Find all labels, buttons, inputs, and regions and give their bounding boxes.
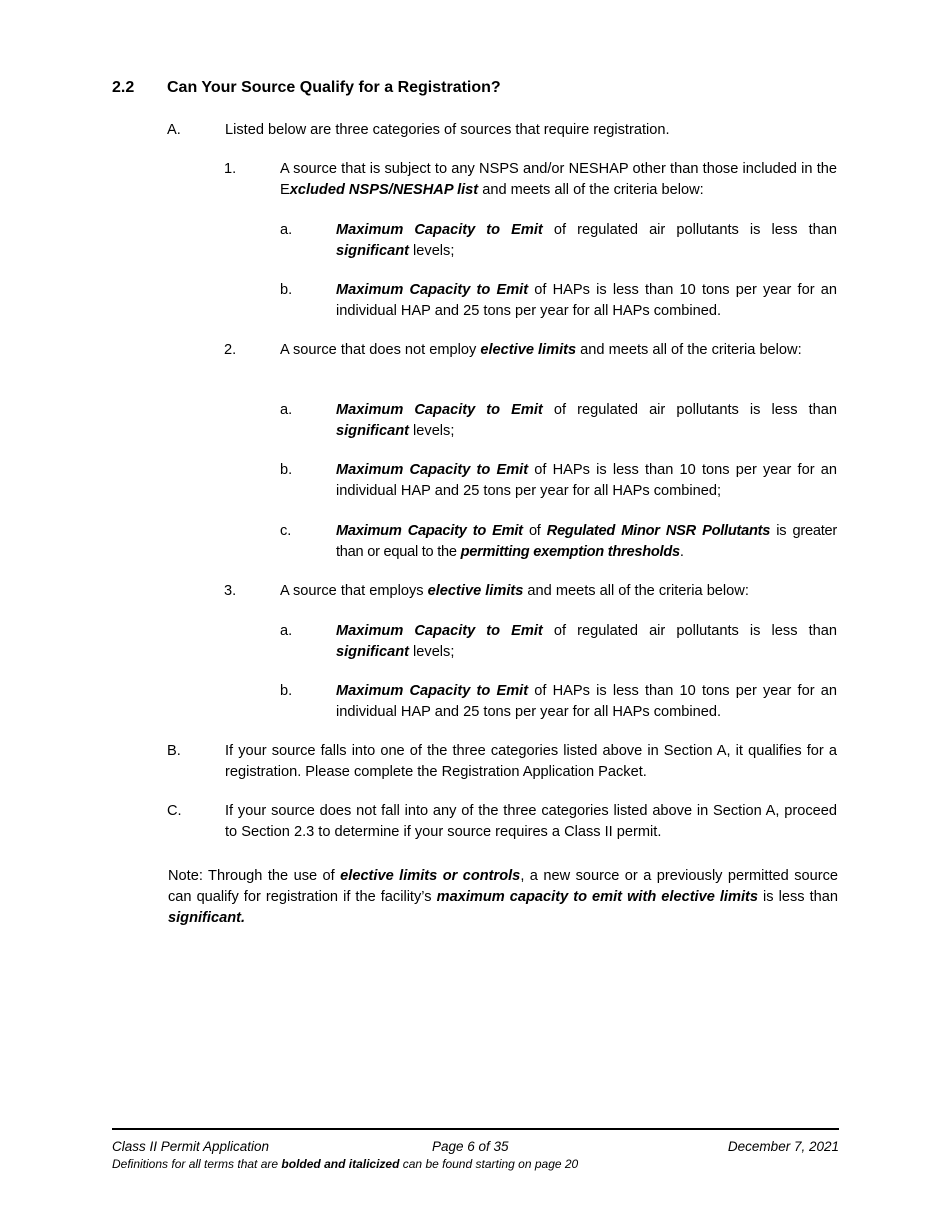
item-label-3a: a. bbox=[280, 623, 293, 639]
item-2c-text: Maximum Capacity to Emit of Regulated Minor NSR Pollutants is greater than or equal to the permitting exemption thresholds. bbox=[336, 523, 837, 560]
item-2-text: A source that does not employ elective limits and meets all of the criteria below: bbox=[280, 342, 802, 358]
item-label-3: 3. bbox=[224, 583, 237, 599]
item-1-text: A source that is subject to any NSPS and/or NESHAP other than those included in the Excluded NSPS/NESHAP list and meets all of the criteria below: bbox=[280, 161, 837, 198]
item-3a-text: Maximum Capacity to Emit of regulated air pollutants is less than significant levels; bbox=[336, 623, 837, 660]
item-label-C: C. bbox=[167, 803, 182, 819]
item-label-1: 1. bbox=[224, 161, 237, 177]
item-label-B: B. bbox=[167, 743, 181, 759]
footer-page-number: Page 6 of 35 bbox=[432, 1139, 509, 1154]
item-label-2c: c. bbox=[280, 523, 292, 539]
item-2a-text: Maximum Capacity to Emit of regulated air pollutants is less than significant levels; bbox=[336, 402, 837, 439]
item-3b-text: Maximum Capacity to Emit of HAPs is less than 10 tons per year for an individual HAP and 25 tons per year for all HAPs combined. bbox=[336, 683, 837, 720]
item-label-A: A. bbox=[167, 122, 181, 138]
item-label-2a: a. bbox=[280, 402, 293, 418]
item-label-2b: b. bbox=[280, 462, 293, 478]
item-B-text: If your source falls into one of the three categories listed above in Section A, it qualifies for a registration. Please complete the Registration Application Packet. bbox=[225, 743, 837, 780]
item-label-1a: a. bbox=[280, 222, 293, 238]
footer-definitions-note: Definitions for all terms that are bolded and italicized can be found starting on page 20 bbox=[112, 1157, 579, 1171]
item-2b-text: Maximum Capacity to Emit of HAPs is less than 10 tons per year for an individual HAP and 25 tons per year for all HAPs combined; bbox=[336, 462, 837, 499]
item-label-3b: b. bbox=[280, 683, 293, 699]
footer-date: December 7, 2021 bbox=[727, 1139, 839, 1154]
section-number: 2.2 bbox=[112, 79, 135, 96]
item-1b-text: Maximum Capacity to Emit of HAPs is less than 10 tons per year for an individual HAP and 25 tons per year for all HAPs combined. bbox=[336, 282, 837, 319]
item-label-2: 2. bbox=[224, 342, 237, 358]
footer-document-title: Class II Permit Application bbox=[112, 1139, 270, 1154]
item-1a-text: Maximum Capacity to Emit of regulated air pollutants is less than significant levels; bbox=[336, 222, 837, 259]
item-3-text: A source that employs elective limits and meets all of the criteria below: bbox=[280, 583, 749, 599]
section-title: Can Your Source Qualify for a Registration? bbox=[167, 79, 501, 96]
item-A-text: Listed below are three categories of sources that require registration. bbox=[225, 122, 670, 138]
item-label-1b: b. bbox=[280, 282, 293, 298]
item-C-text: If your source does not fall into any of the three categories listed above in Section A, proceed to Section 2.3 to determine if your source requires a Class II permit. bbox=[225, 803, 837, 840]
footer-divider bbox=[112, 1128, 839, 1130]
note-paragraph: Note: Through the use of elective limits or controls, a new source or a previously permitted source can qualify for registration if the facility’s maximum capacity to emit with elective limits is less than significant. bbox=[168, 868, 839, 926]
